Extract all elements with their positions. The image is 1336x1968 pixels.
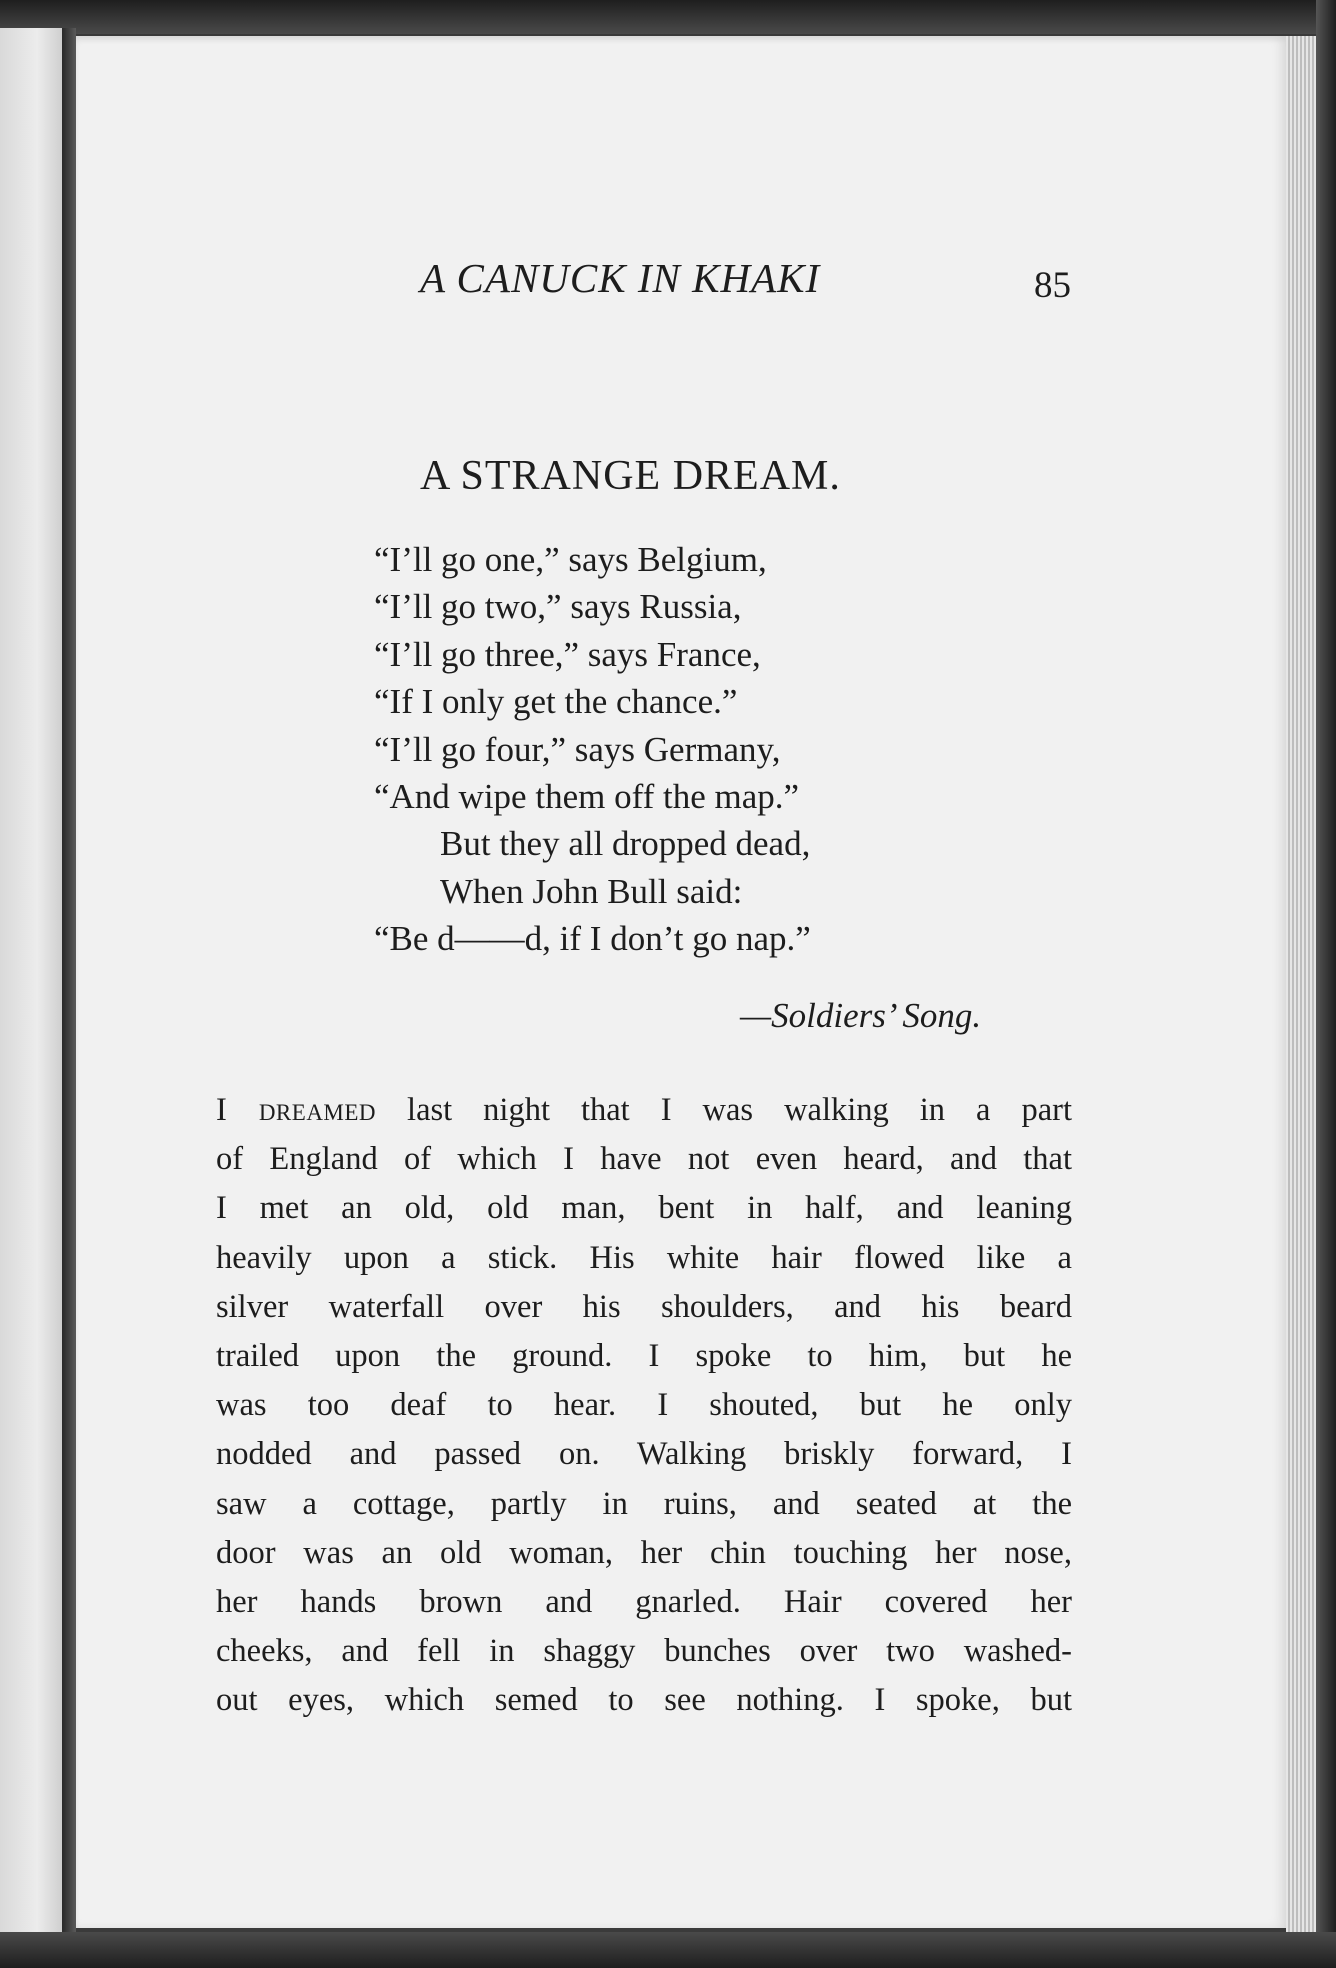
body-line: cheeks, and fell in shaggy bunches over two washed- bbox=[216, 1633, 1072, 1670]
body-line: door was an old woman, her chin touching her nose, bbox=[216, 1534, 1072, 1571]
body-line-text: last night that I was walking in a part bbox=[376, 1092, 1072, 1128]
verse-line: “I’ll go one,” says Belgium, bbox=[374, 540, 767, 579]
chapter-title: A STRANGE DREAM. bbox=[420, 453, 841, 499]
running-head: A CANUCK IN KHAKI bbox=[420, 255, 821, 301]
verse-line: “I’ll go two,” says Russia, bbox=[374, 587, 742, 627]
body-line: her hands brown and gnarled. Hair covered her bbox=[216, 1583, 1072, 1620]
body-paragraph bbox=[216, 1086, 1072, 1725]
body-line: nodded and passed on. Walking briskly forward, I bbox=[216, 1436, 1072, 1473]
verse-line: “Be d——d, if I don’t go nap.” bbox=[374, 919, 811, 959]
verse-epigraph bbox=[374, 536, 1074, 963]
body-line: was too deaf to hear. I shouted, but he only bbox=[216, 1387, 1072, 1424]
verse-line: “I’ll go three,” says France, bbox=[374, 634, 761, 674]
book-gutter bbox=[62, 28, 76, 1932]
body-line bbox=[216, 1086, 1072, 1135]
verse-attribution: —Soldiers’ Song. bbox=[740, 996, 982, 1035]
drop-word: I dreamed bbox=[216, 1092, 377, 1128]
page-stack-edge bbox=[1286, 36, 1316, 1932]
verse-line: But they all dropped dead, bbox=[440, 824, 811, 864]
body-line: trailed upon the ground. I spoke to him, but he bbox=[216, 1337, 1072, 1374]
scanner-frame-top bbox=[0, 0, 1336, 34]
verse-line: When John Bull said: bbox=[440, 871, 743, 911]
verse-line: “If I only get the chance.” bbox=[374, 682, 738, 722]
page-number: 85 bbox=[1034, 265, 1071, 306]
verse-line: “I’ll go four,” says Germany, bbox=[374, 729, 781, 769]
body-line: I met an old, old man, bent in half, and leaning bbox=[216, 1190, 1072, 1227]
verse-line: “And wipe them off the map.” bbox=[374, 776, 800, 816]
body-line: of England of which I have not even heard, and that bbox=[216, 1141, 1072, 1178]
body-line: saw a cottage, partly in ruins, and seated at the bbox=[216, 1485, 1072, 1522]
body-line: heavily upon a stick. His white hair flowed like a bbox=[216, 1239, 1072, 1276]
scanner-frame-bottom bbox=[0, 1932, 1336, 1968]
scanner-frame-right bbox=[1316, 0, 1336, 1968]
left-page-edge bbox=[0, 28, 62, 1932]
body-line: out eyes, which semed to see nothing. I spoke, but bbox=[216, 1682, 1072, 1719]
body-line: silver waterfall over his shoulders, and his beard bbox=[216, 1288, 1072, 1325]
